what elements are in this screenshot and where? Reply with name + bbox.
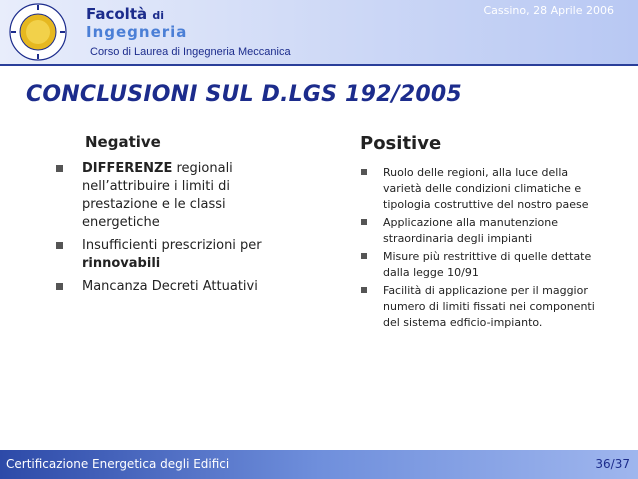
positive-item-text: Misure più restrittive di quelle dettate dalla legge 10/91 bbox=[383, 250, 592, 279]
negative-heading: Negative bbox=[85, 133, 161, 151]
faculty-title bbox=[86, 6, 164, 24]
header-divider bbox=[0, 64, 638, 66]
positive-list bbox=[361, 165, 601, 333]
negative-item-text: Insufficienti prescrizioni per bbox=[82, 238, 262, 253]
negative-item bbox=[56, 160, 296, 232]
course-name: Corso di Laurea di Ingegneria Meccanica bbox=[90, 46, 291, 58]
square-bullet-icon bbox=[56, 165, 63, 172]
faculty-di: di bbox=[152, 9, 165, 22]
negative-item-text: Mancanza Decreti Attuativi bbox=[82, 279, 258, 294]
negative-list bbox=[56, 160, 296, 301]
positive-item bbox=[361, 215, 601, 247]
square-bullet-icon bbox=[361, 219, 367, 225]
positive-item-text: Facilità di applicazione per il maggior numero di limiti fissati nei componenti del sistema edficio-impianto. bbox=[383, 284, 595, 329]
positive-item bbox=[361, 283, 601, 331]
square-bullet-icon bbox=[56, 283, 63, 290]
negative-item-bold: rinnovabili bbox=[82, 256, 161, 271]
faculty-prefix: Facoltà bbox=[86, 5, 148, 23]
university-seal-logo bbox=[8, 2, 68, 62]
positive-item-text: Ruolo delle regioni, alla luce della varietà delle condizioni climatiche e tipologia costruttive del nostro paese bbox=[383, 166, 589, 211]
negative-item bbox=[56, 278, 296, 296]
slide-date: Cassino, 28 Aprile 2006 bbox=[483, 4, 614, 17]
slide-title: CONCLUSIONI SUL D.LGS 192/2005 bbox=[26, 82, 462, 107]
positive-heading: Positive bbox=[360, 133, 442, 154]
footer-title: Certificazione Energetica degli Edifici bbox=[6, 457, 230, 471]
square-bullet-icon bbox=[361, 253, 367, 259]
square-bullet-icon bbox=[361, 287, 367, 293]
positive-item bbox=[361, 165, 601, 213]
negative-item bbox=[56, 237, 296, 273]
square-bullet-icon bbox=[361, 169, 367, 175]
page-number: 36/37 bbox=[595, 457, 630, 471]
positive-item bbox=[361, 249, 601, 281]
faculty-name: Ingegneria bbox=[86, 23, 188, 41]
negative-item-text: regionali nell’attribuire i limiti di prestazione e le classi energetiche bbox=[82, 161, 233, 230]
negative-item-bold: DIFFERENZE bbox=[82, 161, 173, 176]
positive-item-text: Applicazione alla manutenzione straordinaria degli impianti bbox=[383, 216, 559, 245]
square-bullet-icon bbox=[56, 242, 63, 249]
